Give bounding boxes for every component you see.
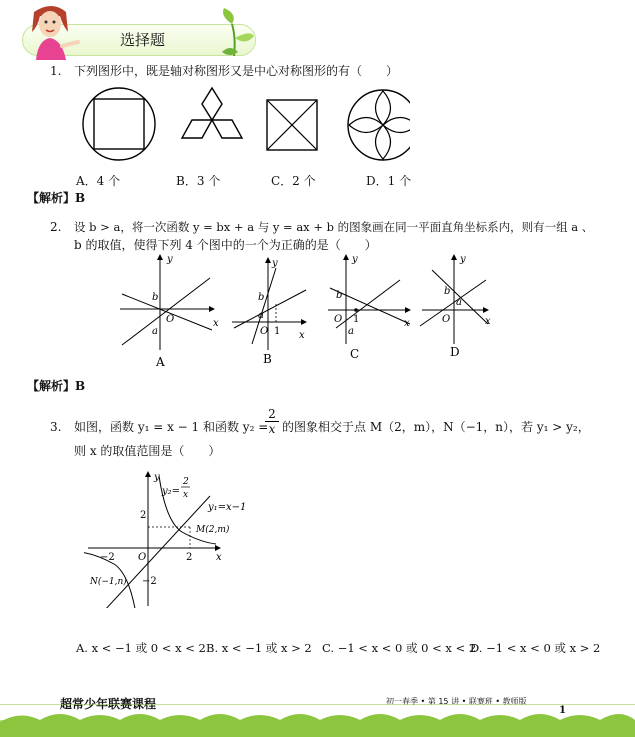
graph-c-origin: O (334, 314, 343, 325)
q3-graph-xtick: 2 (186, 552, 193, 563)
figure-square-with-diagonals (267, 100, 317, 150)
q3-graph-label-n: N(−1,n) (90, 577, 127, 587)
q3-graph-label-y2-num: 2 (183, 477, 189, 487)
q3-graph-ytick: 2 (140, 510, 147, 521)
q3-graph-x: x (216, 552, 222, 563)
graph-c-label: C (350, 347, 360, 361)
q1-option-c[interactable]: C．2 个 (271, 174, 316, 188)
graph-a-y: y (167, 254, 173, 265)
leaf-decoration-icon (216, 8, 256, 58)
page-number: 1 (559, 705, 566, 716)
q3-graph-label-y2: y₂= (162, 486, 181, 497)
grass-decoration (0, 704, 635, 737)
q3-graph-origin: O (138, 552, 147, 563)
graph-a (120, 254, 219, 369)
graph-d-a: a (456, 297, 462, 308)
graph-b-label: B (263, 352, 272, 366)
q2-analysis-answer: B (75, 379, 86, 393)
q1-number: 1. (50, 64, 62, 78)
footer-info: 初一春季 • 第 15 讲 • 联赛班 • 教师版 (386, 697, 527, 706)
teacher-illustration (22, 2, 82, 62)
q3-fraction-num: 2 (265, 407, 279, 422)
graph-b-x: x (299, 330, 305, 341)
graph-c-y: y (352, 254, 358, 265)
q3-graph-yneg: −2 (142, 576, 157, 587)
q3-graph-y: y (154, 472, 160, 483)
section-title: 选择题 (120, 31, 166, 49)
q1-stem: 下列图形中，既是轴对称图形又是中心对称图形的有（ ） (74, 64, 399, 78)
q3-fraction-den: x (268, 422, 276, 436)
q2-number: 2. (50, 220, 62, 234)
q3-graph-label-y1: y₁=x−1 (208, 502, 247, 513)
q1-analysis (27, 189, 85, 206)
q2-graphs (116, 250, 506, 370)
graph-a-label: A (156, 355, 165, 369)
q1-option-d[interactable]: D．1 个 (366, 174, 412, 188)
q1-option-b[interactable]: B．3 个 (176, 174, 221, 188)
graph-b (232, 258, 306, 366)
q3-number: 3. (50, 420, 62, 434)
graph-a-origin: O (166, 314, 175, 325)
graph-b-a: a (258, 310, 264, 321)
q1-analysis-label: 【解析】 (27, 191, 76, 205)
graph-d-label: D (450, 345, 460, 359)
q3-option-a[interactable]: A. x < −1 或 0 < x < 2 (76, 641, 206, 655)
graph-d-y: y (460, 254, 466, 265)
graph-a-x: x (213, 318, 219, 329)
q3-option-d[interactable]: D. −1 < x < 0 或 x > 2 (470, 641, 601, 655)
q1-option-a[interactable]: A．4 个 (76, 174, 121, 188)
q3-stem-part1: 如图，函数 y₁ = x − 1 和函数 y₂ = (74, 420, 269, 434)
graph-d-origin: O (442, 314, 451, 325)
q2-analysis-label: 【解析】 (27, 379, 76, 393)
graph-d-x: x (485, 316, 491, 327)
q3-graph (84, 466, 254, 608)
graph-b-one: 1 (274, 326, 281, 337)
figure-circle-with-four-petals (348, 90, 410, 160)
graph-c-one: 1 (353, 314, 360, 325)
graph-d-b: b (444, 286, 451, 297)
q3-line2: 则 x 的取值范围是（ ） (74, 444, 221, 458)
graph-c-b: b (336, 290, 343, 301)
graph-c (328, 254, 410, 361)
q3-graph-label-y2-den: x (183, 490, 189, 500)
graph-c-a: a (348, 326, 354, 337)
q2-line2: b 的取值，使得下列 4 个图中的一个为正确的是（ ） (74, 238, 377, 252)
q1-figures (70, 86, 410, 166)
graph-a-a: a (152, 326, 158, 337)
q3-graph-label-m: M(2,m) (196, 525, 230, 535)
graph-c-x: x (404, 318, 410, 329)
footer-course: 超常少年联赛课程 (60, 697, 157, 711)
q3-option-c[interactable]: C. −1 < x < 0 或 0 < x < 2 (322, 641, 477, 655)
q3-graph-xneg: −2 (100, 552, 115, 563)
q2-line1: 设 b > a，将一次函数 y = bx + a 与 y = ax + b 的图象画在同一平面直角坐标系内，则有一组 a 、 (74, 220, 594, 234)
graph-a-b: b (152, 292, 159, 303)
graph-b-origin: O (260, 326, 269, 337)
q3-option-b[interactable]: B. x < −1 或 x > 2 (206, 641, 312, 655)
figure-three-rhombus-pinwheel (182, 88, 242, 138)
q3-stem-part2: 的图象相交于点 M（2，m），N（−1，n），若 y₁ > y₂， (282, 420, 590, 434)
graph-b-y: y (272, 258, 278, 269)
q1-analysis-answer: B (75, 191, 86, 205)
graph-b-b: b (258, 292, 265, 303)
q2-analysis (27, 377, 85, 394)
q3-fraction (265, 407, 279, 436)
graph-d (420, 254, 491, 359)
figure-circle-with-square (83, 88, 155, 160)
